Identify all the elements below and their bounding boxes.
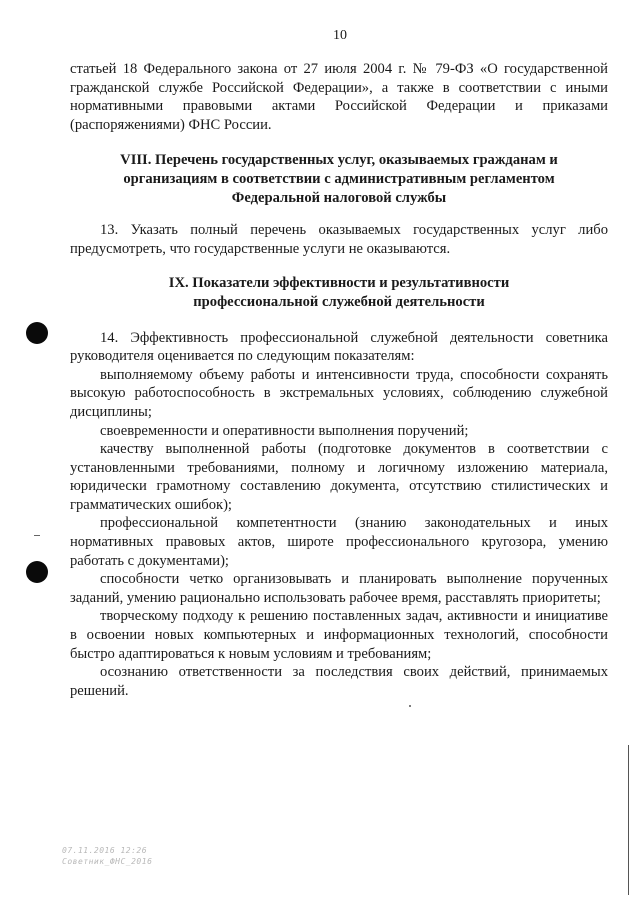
hole-punch-mark — [26, 561, 48, 583]
paragraph-13: 13. Указать полный перечень оказываемых государственных услуг либо предусмотреть, что государственные услуги не оказываются. — [70, 222, 608, 257]
paragraph-14: 14. Эффективность профессиональной служебной деятельности советника руководителя оценивается по следующим показателям: — [70, 329, 608, 365]
section-8-heading-line: организациям в соответствии с административным регламентом — [123, 170, 555, 187]
page-number: 10 — [333, 28, 347, 43]
indicator-item: профессиональной компетентности (знанию законодательных и иных нормативных правовых актов, широте профессионального кругозора, умению работать с документами); — [70, 515, 608, 569]
indicator-item: творческому подходу к решению поставленных задач, активности и инициативе в освоении новых компьютерных и информационных технологий, способности быстро адаптироваться к новым условиям и требованиям; — [70, 608, 608, 662]
indicator-item: выполняемому объему работы и интенсивности труда, способности сохранять высокую работоспособность в экстремальных условиях, соблюдению служебной дисциплины; — [70, 366, 608, 420]
section-8-heading-line: Федеральной налоговой службы — [231, 189, 447, 206]
indicator-item: способности четко организовывать и планировать выполнение порученных заданий, умению рационально использовать рабочее время, расставлять приоритеты; — [70, 571, 608, 606]
section-9-heading-line: IX. Показатели эффективности и результативности — [168, 275, 510, 292]
section-9-heading — [70, 274, 608, 311]
margin-mark — [34, 535, 40, 536]
section-9-heading-line: профессиональной служебной деятельности — [193, 293, 485, 310]
hole-punch-mark — [26, 322, 48, 344]
indicator-item: осознанию ответственности за последствия своих действий, принимаемых решений. — [70, 664, 608, 699]
scan-speck — [409, 705, 411, 707]
indicator-item: своевременности и оперативности выполнения поручений; — [100, 422, 469, 439]
section-8-heading — [70, 151, 608, 207]
indicator-item: качеству выполненной работы (подготовке документов в соответствии с установленными требованиями, полному и логичному изложению материала, юридически грамотному составлению документа, отсутствию стилистических и грамматических ошибок); — [70, 441, 608, 513]
scan-edge-line — [628, 745, 629, 895]
file-stamp-line: Советник_ФНС_2016 — [62, 857, 153, 866]
intro-paragraph: статьей 18 Федерального закона от 27 июля 2004 г. № 79-ФЗ «О государственной гражданской службе Российской Федерации», а также в соответствии с иными нормативными правовыми актами Российской Федерации и приказами (распоряжениями) ФНС России. — [70, 61, 608, 133]
document-body — [70, 60, 608, 700]
section-8-heading-line: VIII. Перечень государственных услуг, оказываемых гражданам и — [120, 152, 558, 169]
file-stamp-line: 07.11.2016 12:26 — [62, 846, 148, 855]
